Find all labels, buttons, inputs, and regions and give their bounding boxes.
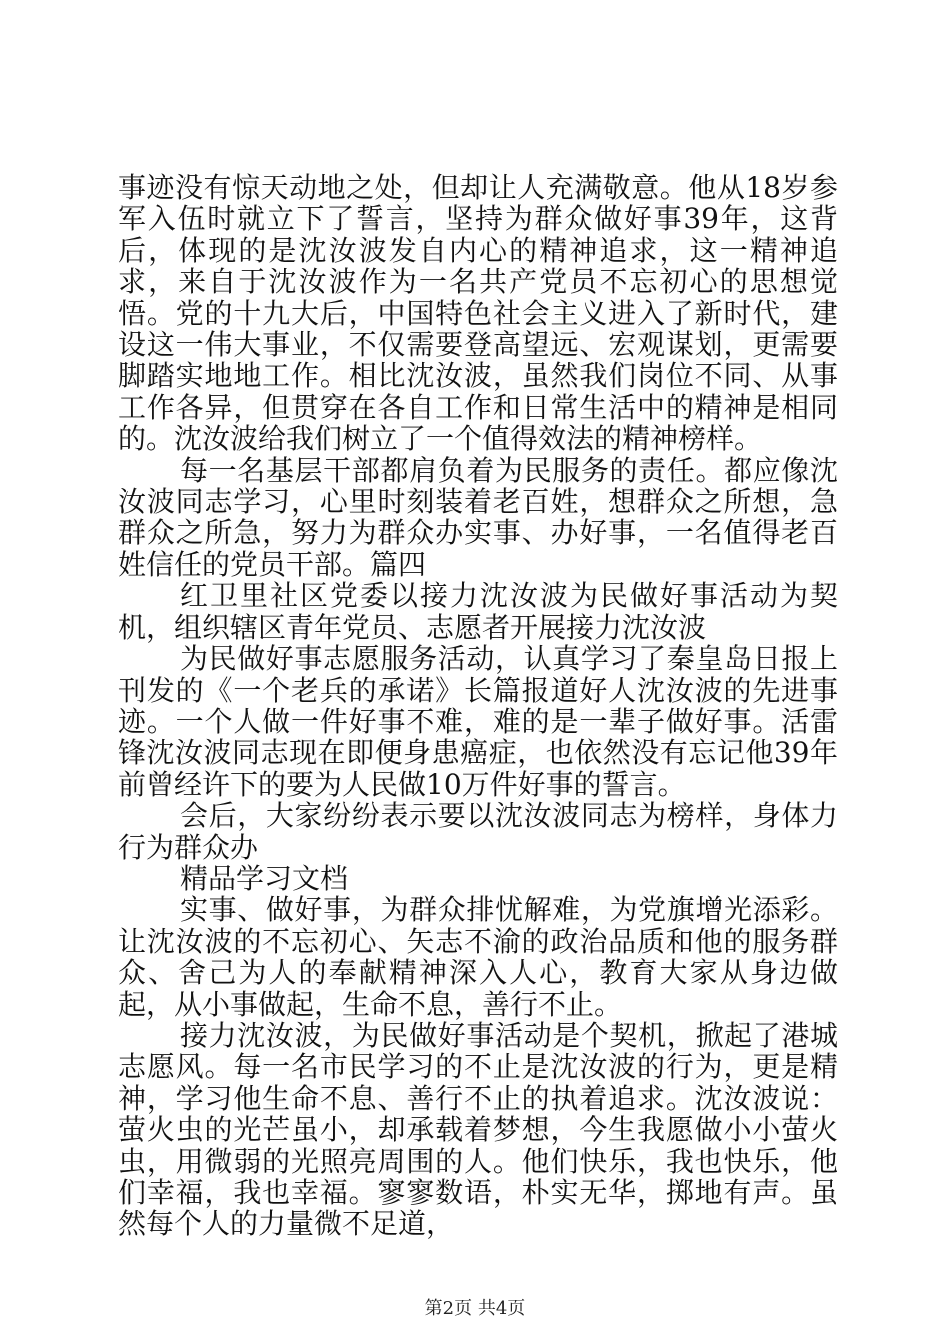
paragraph-1: 事迹没有惊天动地之处，但却让人充满敬意。他从18岁参军入伍时就立下了誓言，坚持为群众做好事39年，这背后，体现的是沈汝波发自内心的精神追求，这一精神追求，来自于沈汝波作为一名共产党员不忘初心的思想觉悟。党的十九大后，中国特色社会主义进入了新时代，建设这一伟大事业，不仅需要登高望远、宏观谋划，更需要脚踏实地地工作。相比沈汝波，虽然我们岗位不同、从事工作各异，但贯穿在各自工作和日常生活中的精神是相同的。沈汝波给我们树立了一个值得效法的精神榜样。 [118,171,838,456]
watermark-caption: 精品学习文档 [180,861,349,895]
paragraph-6: 实事、做好事，为群众排忧解难，为党旗增光添彩。让沈汝波的不忘初心、矢志不渝的政治品质和他的服务群众、舍己为人的奉献精神深入人心，教育大家从身边做起，从小事做起，生命不息，善行不止。 [118,893,838,1021]
paragraph-5: 会后，大家纷纷表示要以沈汝波同志为榜样，身体力行为群众办 [118,799,838,864]
paragraph-3: 红卫里社区党委以接力沈汝波为民做好事活动为契机，组织辖区青年党员、志愿者开展接力沈汝波 [118,579,838,644]
paragraph-7: 接力沈汝波，为民做好事活动是个契机，掀起了港城志愿风。每一名市民学习的不止是沈汝波的行为，更是精神，学习他生命不息、善行不止的执着追求。沈汝波说：萤火虫的光芒虽小，却承载着梦想，今生我愿做小小萤火虫，用微弱的光照亮周围的人。他们快乐，我也快乐，他们幸福，我也幸福。寥寥数语，朴实无华，掷地有声。虽然每个人的力量微不足道， [118,1018,838,1241]
paragraph-4: 为民做好事志愿服务活动，认真学习了秦皇岛日报上刊发的《一个老兵的承诺》长篇报道好人沈汝波的先进事迹。一个人做一件好事不难，难的是一辈子做好事。活雷锋沈汝波同志现在即便身患癌症，也依然没有忘记他39年前曾经许下的要为人民做10万件好事的誓言。 [118,642,838,801]
page-footer: 第2页 共4页 [424,1298,526,1319]
paragraph-2: 每一名基层干部都肩负着为民服务的责任。都应像沈汝波同志学习，心里时刻装着老百姓，想群众之所想，急群众之所急，努力为群众办实事、办好事，一名值得老百姓信任的党员干部。篇四 [118,453,838,581]
document-body [118,172,838,1240]
